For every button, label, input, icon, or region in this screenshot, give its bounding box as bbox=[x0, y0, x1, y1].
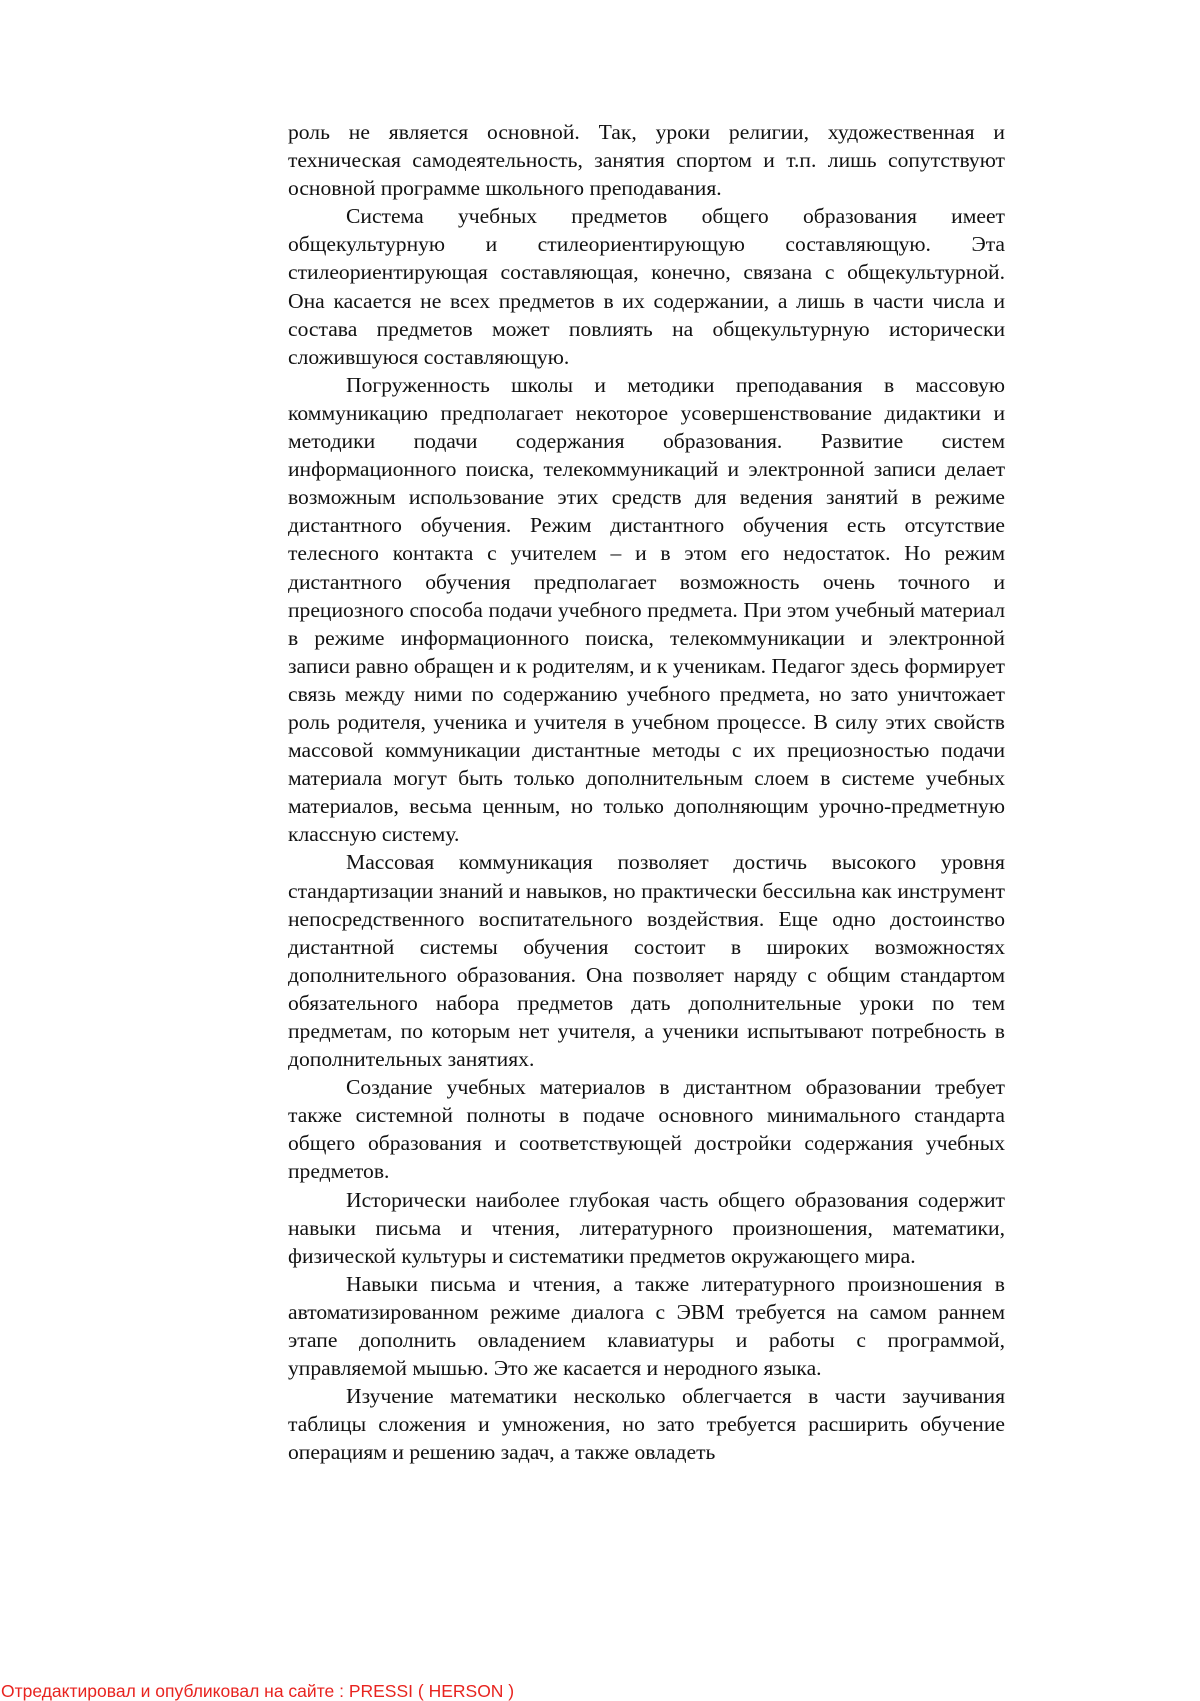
paragraph: Создание учебных материалов в дистантном образовании требует также системной полноты в подаче основного минимального стандарта общего образования и соответствующей достройки содержания учебных предметов. bbox=[288, 1075, 1005, 1184]
paragraph: Навыки письма и чтения, а также литературного произношения в автоматизированном режиме диалога с ЭВМ требуется на самом раннем этапе дополнить овладением клавиатуры и работы с программой, управляемой мышью. Это же касается и неродного языка. bbox=[288, 1271, 1005, 1381]
paragraph: роль не является основной. Так, уроки религии, художественная и техническая самодеятельность, занятия спортом и т.п. лишь сопутствуют основной программе школьного преподавания. bbox=[288, 120, 1005, 201]
paragraph: Исторически наиболее глубокая часть общего образования содержит навыки письма и чтения, литературного произношения, математики, физической культуры и систематики предметов окружающего мира. bbox=[288, 1187, 1005, 1268]
paragraph: Массовая коммуникация позволяет достичь высокого уровня стандартизации знаний и навыков, но практически бессильна как инструмент непосредственного воспитательного воздействия. Еще одно достоинство дистантной системы обучения состоит в широких возможностях дополнительного образования. Она позволяет наряду с общим стандартом обязательного набора предметов дать дополнительные уроки по тем предметам, по которым нет учителя, а ученики испытывают потребность в дополнительных занятиях. bbox=[288, 850, 1005, 1072]
paragraph: Система учебных предметов общего образования имеет общекультурную и стилеориентирующую составляющую. Эта стилеориентирующая составляющая, конечно, связана с общекультурной. Она касается не всех предметов в их содержании, а лишь в части числа и состава предметов может повлиять на общекультурную исторически сложившуюся составляющую. bbox=[288, 204, 1005, 369]
paragraph-last: Изучение математики несколько облегчается в части заучивания таблицы сложения и умножения, но зато требуется расширить обучение операциям и решению задач, а также овладеть bbox=[288, 1384, 1005, 1465]
publisher-footer-note: Отредактировал и опубликовал на сайте : PRESSI ( HERSON ) bbox=[1, 1681, 515, 1701]
paragraph: Погруженность школы и методики преподавания в массовую коммуникацию предполагает некоторое усовершенствование дидактики и методики подачи содержания образования. Развитие систем информационного поиска, телекоммуникаций и электронной записи делает возможным использование этих средств для ведения занятий в режиме дистантного обучения. Режим дистантного обучения есть отсутствие телесного контакта с учителем – и в этом его недостаток. Но режим дистантного обучения предполагает возможность очень точного и прециозного способа подачи учебного предмета. При этом учебный материал в режиме информационного поиска, телекоммуникации и электронной записи равно обращен и к родителям, и к ученикам. Педагог здесь формирует связь между ними по содержанию учебного предмета, но зато уничтожает роль родителя, ученика и учителя в учебном процессе. В силу этих свойств массовой коммуникации дистантные методы с их прециозностью подачи материала могут быть только дополнительным слоем в системе учебных материалов, весьма ценным, но только дополняющим урочно-предметную классную систему. bbox=[288, 372, 1005, 847]
body-text-column bbox=[288, 118, 1005, 1467]
